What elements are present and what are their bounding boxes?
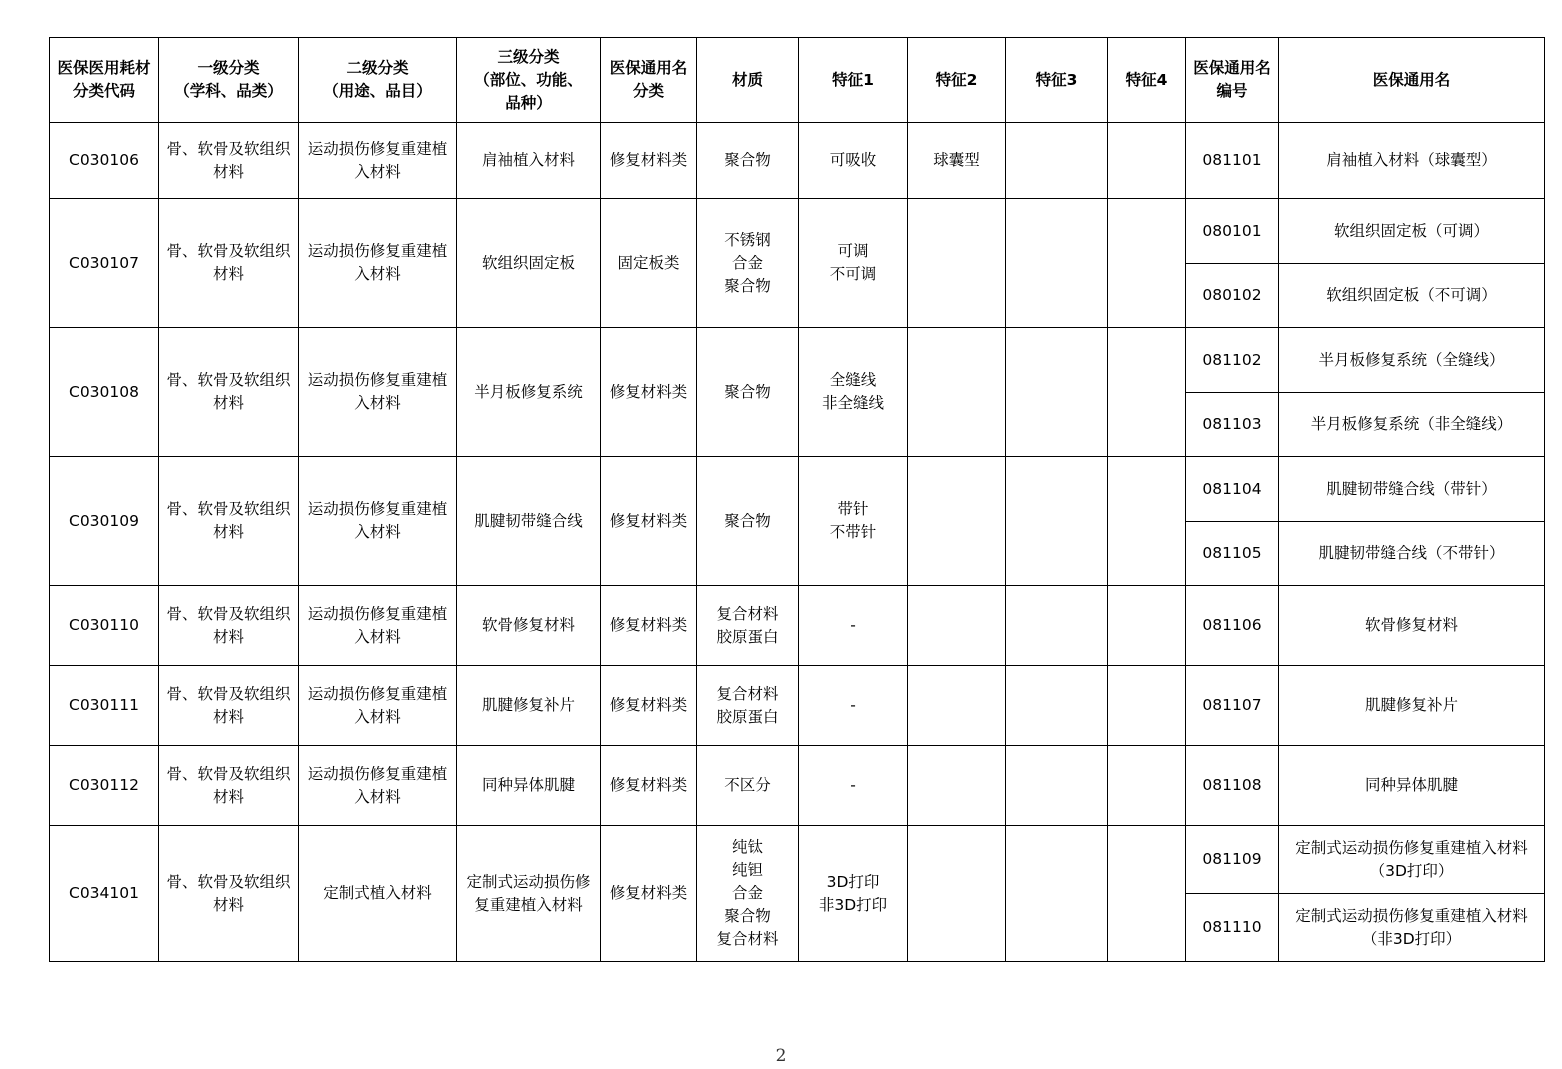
generic-name-cell: 定制式运动损伤修复重建植入材料 （非3D打印） xyxy=(1279,894,1545,962)
feature-1-cell: 带针 不带针 xyxy=(799,457,908,586)
generic-name-category-cell: 修复材料类 xyxy=(601,586,697,666)
feature-2-cell xyxy=(908,457,1006,586)
table-row xyxy=(50,586,1545,666)
level3-class-cell: 软组织固定板 xyxy=(457,199,601,328)
feature-3-cell xyxy=(1006,826,1108,962)
category-code-cell: C034101 xyxy=(50,826,159,962)
column-header: 特征3 xyxy=(1006,38,1108,123)
level3-class-cell: 软骨修复材料 xyxy=(457,586,601,666)
feature-4-cell xyxy=(1108,123,1186,199)
feature-4-cell xyxy=(1108,457,1186,586)
material-cell: 复合材料 胶原蛋白 xyxy=(697,586,799,666)
table-row xyxy=(50,826,1545,894)
material-cell: 聚合物 xyxy=(697,457,799,586)
column-header: 医保通用名 编号 xyxy=(1186,38,1279,123)
feature-1-cell: 可吸收 xyxy=(799,123,908,199)
feature-3-cell xyxy=(1006,586,1108,666)
level2-class-cell: 运动损伤修复重建植 入材料 xyxy=(299,457,457,586)
column-header: 医保通用名 xyxy=(1279,38,1545,123)
generic-name-cell: 肌腱韧带缝合线（不带针） xyxy=(1279,522,1545,586)
level3-class-cell: 半月板修复系统 xyxy=(457,328,601,457)
generic-name-cell: 同种异体肌腱 xyxy=(1279,746,1545,826)
feature-1-cell: - xyxy=(799,666,908,746)
feature-2-cell xyxy=(908,826,1006,962)
generic-name-cell: 肌腱韧带缝合线（带针） xyxy=(1279,457,1545,522)
generic-name-number-cell: 081109 xyxy=(1186,826,1279,894)
feature-4-cell xyxy=(1108,666,1186,746)
level2-class-cell: 运动损伤修复重建植 入材料 xyxy=(299,199,457,328)
column-header: 特征4 xyxy=(1108,38,1186,123)
feature-3-cell xyxy=(1006,457,1108,586)
level3-class-cell: 肌腱韧带缝合线 xyxy=(457,457,601,586)
material-cell: 不区分 xyxy=(697,746,799,826)
feature-1-cell: 3D打印 非3D打印 xyxy=(799,826,908,962)
generic-name-number-cell: 081103 xyxy=(1186,393,1279,457)
level1-class-cell: 骨、软骨及软组织 材料 xyxy=(159,746,299,826)
table-row xyxy=(50,666,1545,746)
category-code-cell: C030109 xyxy=(50,457,159,586)
feature-2-cell xyxy=(908,328,1006,457)
generic-name-number-cell: 081104 xyxy=(1186,457,1279,522)
generic-name-number-cell: 081105 xyxy=(1186,522,1279,586)
level2-class-cell: 运动损伤修复重建植 入材料 xyxy=(299,328,457,457)
classification-table xyxy=(49,37,1545,962)
table-row xyxy=(50,199,1545,264)
level2-class-cell: 运动损伤修复重建植 入材料 xyxy=(299,123,457,199)
generic-name-number-cell: 081107 xyxy=(1186,666,1279,746)
column-header: 二级分类 （用途、品目） xyxy=(299,38,457,123)
level1-class-cell: 骨、软骨及软组织 材料 xyxy=(159,457,299,586)
feature-1-cell: - xyxy=(799,746,908,826)
table-row xyxy=(50,328,1545,393)
feature-2-cell: 球囊型 xyxy=(908,123,1006,199)
generic-name-number-cell: 081102 xyxy=(1186,328,1279,393)
level3-class-cell: 同种异体肌腱 xyxy=(457,746,601,826)
feature-4-cell xyxy=(1108,586,1186,666)
generic-name-number-cell: 081101 xyxy=(1186,123,1279,199)
generic-name-cell: 软组织固定板（可调） xyxy=(1279,199,1545,264)
category-code-cell: C030110 xyxy=(50,586,159,666)
feature-3-cell xyxy=(1006,199,1108,328)
table-row xyxy=(50,746,1545,826)
generic-name-number-cell: 080102 xyxy=(1186,264,1279,328)
column-header: 特征1 xyxy=(799,38,908,123)
feature-1-cell: - xyxy=(799,586,908,666)
level1-class-cell: 骨、软骨及软组织 材料 xyxy=(159,328,299,457)
level2-class-cell: 定制式植入材料 xyxy=(299,826,457,962)
table-body xyxy=(50,123,1545,962)
table-row xyxy=(50,123,1545,199)
column-header: 一级分类 （学科、品类） xyxy=(159,38,299,123)
level1-class-cell: 骨、软骨及软组织 材料 xyxy=(159,666,299,746)
level1-class-cell: 骨、软骨及软组织 材料 xyxy=(159,123,299,199)
feature-2-cell xyxy=(908,666,1006,746)
column-header: 三级分类 （部位、功能、 品种） xyxy=(457,38,601,123)
feature-3-cell xyxy=(1006,328,1108,457)
generic-name-category-cell: 修复材料类 xyxy=(601,826,697,962)
generic-name-category-cell: 修复材料类 xyxy=(601,666,697,746)
generic-name-category-cell: 修复材料类 xyxy=(601,328,697,457)
generic-name-number-cell: 081106 xyxy=(1186,586,1279,666)
feature-2-cell xyxy=(908,199,1006,328)
generic-name-cell: 软骨修复材料 xyxy=(1279,586,1545,666)
feature-3-cell xyxy=(1006,666,1108,746)
category-code-cell: C030107 xyxy=(50,199,159,328)
level1-class-cell: 骨、软骨及软组织 材料 xyxy=(159,826,299,962)
category-code-cell: C030106 xyxy=(50,123,159,199)
table-row xyxy=(50,457,1545,522)
level2-class-cell: 运动损伤修复重建植 入材料 xyxy=(299,746,457,826)
column-header: 材质 xyxy=(697,38,799,123)
generic-name-category-cell: 修复材料类 xyxy=(601,457,697,586)
feature-3-cell xyxy=(1006,123,1108,199)
column-header: 医保医用耗材 分类代码 xyxy=(50,38,159,123)
column-header: 特征2 xyxy=(908,38,1006,123)
generic-name-cell: 肩袖植入材料（球囊型） xyxy=(1279,123,1545,199)
generic-name-cell: 肌腱修复补片 xyxy=(1279,666,1545,746)
generic-name-number-cell: 081108 xyxy=(1186,746,1279,826)
material-cell: 不锈钢 合金 聚合物 xyxy=(697,199,799,328)
material-cell: 复合材料 胶原蛋白 xyxy=(697,666,799,746)
level2-class-cell: 运动损伤修复重建植 入材料 xyxy=(299,586,457,666)
generic-name-cell: 软组织固定板（不可调） xyxy=(1279,264,1545,328)
category-code-cell: C030111 xyxy=(50,666,159,746)
feature-3-cell xyxy=(1006,746,1108,826)
generic-name-category-cell: 固定板类 xyxy=(601,199,697,328)
level1-class-cell: 骨、软骨及软组织 材料 xyxy=(159,586,299,666)
level3-class-cell: 定制式运动损伤修 复重建植入材料 xyxy=(457,826,601,962)
category-code-cell: C030108 xyxy=(50,328,159,457)
level3-class-cell: 肌腱修复补片 xyxy=(457,666,601,746)
generic-name-cell: 半月板修复系统（非全缝线） xyxy=(1279,393,1545,457)
feature-4-cell xyxy=(1108,746,1186,826)
generic-name-number-cell: 080101 xyxy=(1186,199,1279,264)
material-cell: 聚合物 xyxy=(697,328,799,457)
material-cell: 聚合物 xyxy=(697,123,799,199)
level2-class-cell: 运动损伤修复重建植 入材料 xyxy=(299,666,457,746)
category-code-cell: C030112 xyxy=(50,746,159,826)
feature-1-cell: 全缝线 非全缝线 xyxy=(799,328,908,457)
generic-name-category-cell: 修复材料类 xyxy=(601,123,697,199)
level1-class-cell: 骨、软骨及软组织 材料 xyxy=(159,199,299,328)
feature-2-cell xyxy=(908,746,1006,826)
material-cell: 纯钛 纯钽 合金 聚合物 复合材料 xyxy=(697,826,799,962)
generic-name-number-cell: 081110 xyxy=(1186,894,1279,962)
feature-1-cell: 可调 不可调 xyxy=(799,199,908,328)
level3-class-cell: 肩袖植入材料 xyxy=(457,123,601,199)
feature-2-cell xyxy=(908,586,1006,666)
feature-4-cell xyxy=(1108,328,1186,457)
table-header-row xyxy=(50,38,1545,123)
column-header: 医保通用名 分类 xyxy=(601,38,697,123)
generic-name-cell: 半月板修复系统（全缝线） xyxy=(1279,328,1545,393)
feature-4-cell xyxy=(1108,826,1186,962)
feature-4-cell xyxy=(1108,199,1186,328)
generic-name-category-cell: 修复材料类 xyxy=(601,746,697,826)
generic-name-cell: 定制式运动损伤修复重建植入材料 （3D打印） xyxy=(1279,826,1545,894)
page-number: 2 xyxy=(775,1046,787,1066)
